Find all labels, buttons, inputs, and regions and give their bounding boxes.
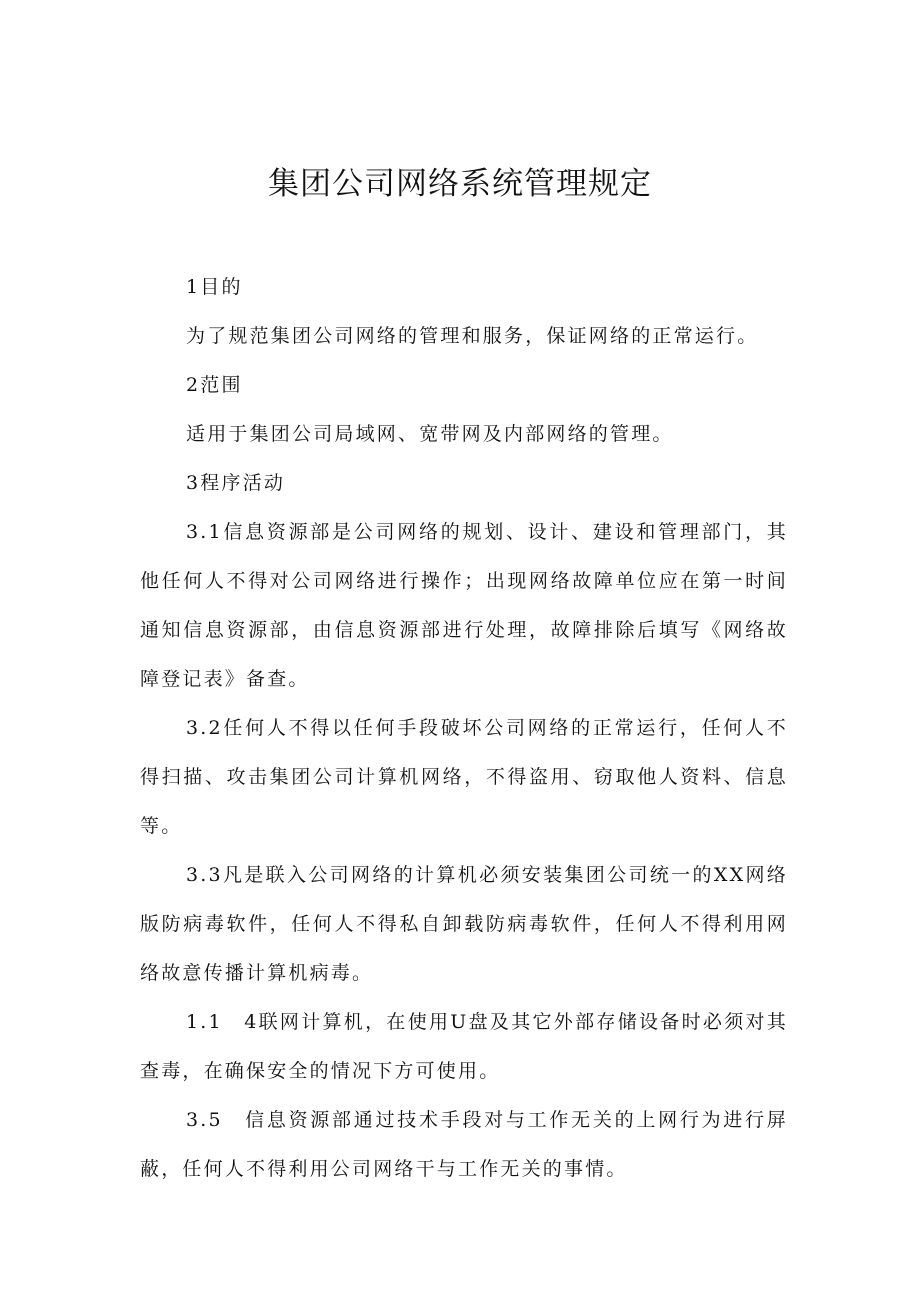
document-body [140,263,788,1194]
paragraph-3-3: 3.3凡是联入公司网络的计算机必须安装集团公司统一的XX网络版防病毒软件，任何人不得私自卸载防病毒软件，任何人不得利用网络故意传播计算机病毒。 [140,864,788,984]
section-heading-purpose: 1目的 [186,276,243,298]
paragraph-scope: 适用于集团公司局域网、宽带网及内部网络的管理。 [186,423,674,445]
paragraph-3-2: 3.2任何人不得以任何手段破坏公司网络的正常运行，任何人不得扫描、攻击集团公司计算机网络，不得盗用、窃取他人资料、信息等。 [140,717,788,837]
paragraph-1-1: 1.1 4联网计算机，在使用U盘及其它外部存储设备时必须对其查毒，在确保安全的情况下方可使用。 [140,1011,788,1082]
section-heading-scope: 2范围 [186,374,243,396]
document-title: 集团公司网络系统管理规定 [268,166,652,202]
paragraph-3-5: 3.5 信息资源部通过技术手段对与工作无关的上网行为进行屏蔽，任何人不得利用公司网络干与工作无关的事情。 [140,1109,788,1180]
paragraph-purpose: 为了规范集团公司网络的管理和服务，保证网络的正常运行。 [186,325,759,347]
paragraph-3-1: 3.1信息资源部是公司网络的规划、设计、建设和管理部门，其他任何人不得对公司网络进行操作；出现网络故障单位应在第一时间通知信息资源部，由信息资源部进行处理，故障排除后填写《网络故障登记表》备查。 [140,521,788,690]
section-heading-procedure: 3程序活动 [186,472,286,494]
